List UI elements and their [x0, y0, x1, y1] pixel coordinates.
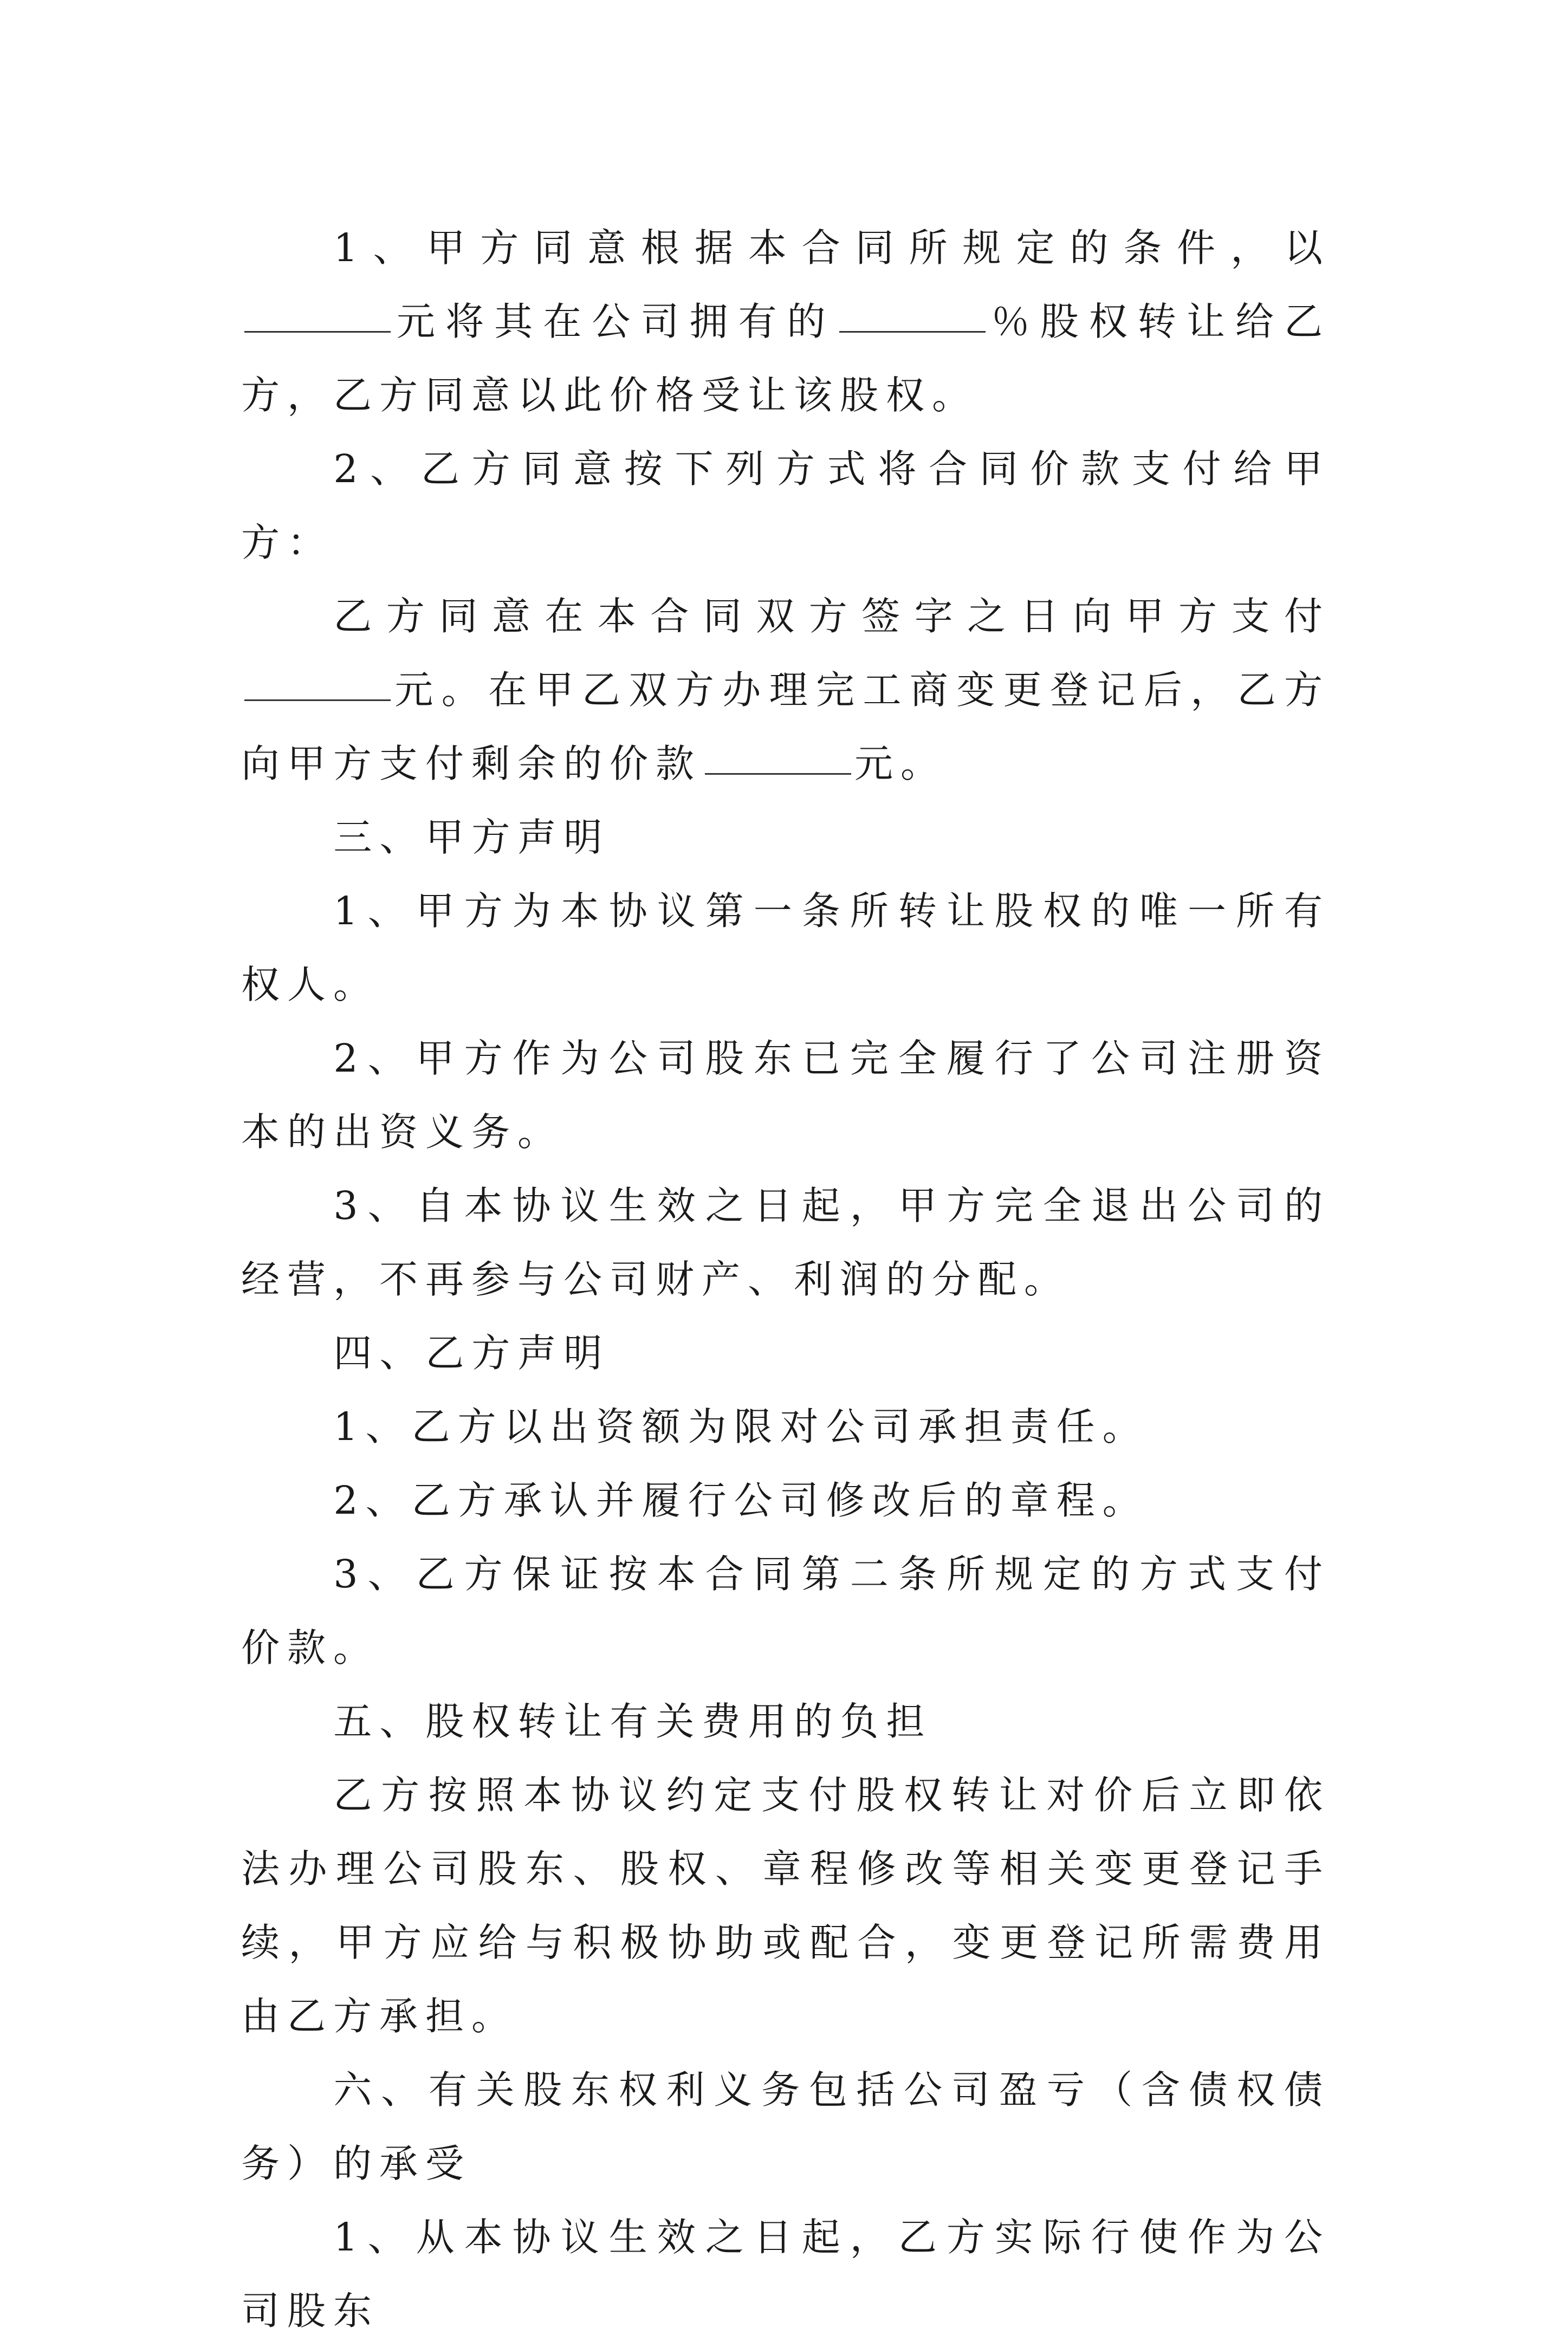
- party-b-declaration-3: 3、乙方保证按本合同第二条所规定的方式支付价款。: [241, 1552, 1330, 1670]
- party-a-declaration-1: 1、甲方为本协议第一条所转让股权的唯一所有权人。: [241, 888, 1330, 1007]
- clause-text: 1、甲方同意根据本合同所规定的条件，以: [333, 225, 1330, 270]
- clause-text: 元。在甲乙双方办理完工商变更登记后，乙方向甲方支付剩余的价款: [241, 667, 1330, 786]
- first-payment-blank-field[interactable]: [244, 667, 391, 701]
- transfer-fees-paragraph: 乙方按照本协议约定支付股权转让对价后立即依法办理公司股东、股权、章程修改等相关变更登记手续，甲方应给与积极协助或配合，变更登记所需费用由乙方承担。: [241, 1773, 1330, 2039]
- percentage-blank-field[interactable]: [839, 299, 986, 333]
- party-b-declaration-2: 2、乙方承认并履行公司修改后的章程。: [333, 1478, 1149, 1523]
- section-heading-party-b-declaration: 四、乙方声明: [333, 1331, 610, 1376]
- remaining-payment-blank-field[interactable]: [705, 741, 851, 775]
- party-a-declaration-3: 3、自本协议生效之日起，甲方完全退出公司的经营，不再参与公司财产、利润的分配。: [241, 1183, 1330, 1302]
- clause-1-price-paragraph: [241, 211, 1330, 432]
- price-blank-field[interactable]: [244, 299, 391, 333]
- clause-text: 元。: [854, 741, 947, 786]
- section-heading-shareholder-rights: 六、有关股东权利义务包括公司盈亏（含债权债务）的承受: [241, 2067, 1330, 2186]
- party-a-declaration-2: 2、甲方作为公司股东已完全履行了公司注册资本的出资义务。: [241, 1036, 1330, 1154]
- shareholder-rights-1: 1、从本协议生效之日起，乙方实际行使作为公司股东: [241, 2215, 1330, 2333]
- clause-text: ％股权转让给乙方，乙方同意以此价格受让该股权。: [241, 299, 1330, 418]
- party-b-declaration-1: 1、乙方以出资额为限对公司承担责任。: [333, 1404, 1149, 1449]
- document-body: [241, 211, 1330, 2348]
- section-heading-party-a-declaration: 三、甲方声明: [333, 815, 610, 860]
- payment-terms-paragraph: [241, 580, 1330, 801]
- clause-2-payment-method: 2、乙方同意按下列方式将合同价款支付给甲方：: [241, 446, 1330, 565]
- section-heading-transfer-fees: 五、股权转让有关费用的负担: [333, 1699, 932, 1744]
- clause-text: 元将其在公司拥有的: [394, 299, 836, 344]
- clause-text: 乙方同意在本合同双方签字之日向甲方支付: [333, 594, 1330, 639]
